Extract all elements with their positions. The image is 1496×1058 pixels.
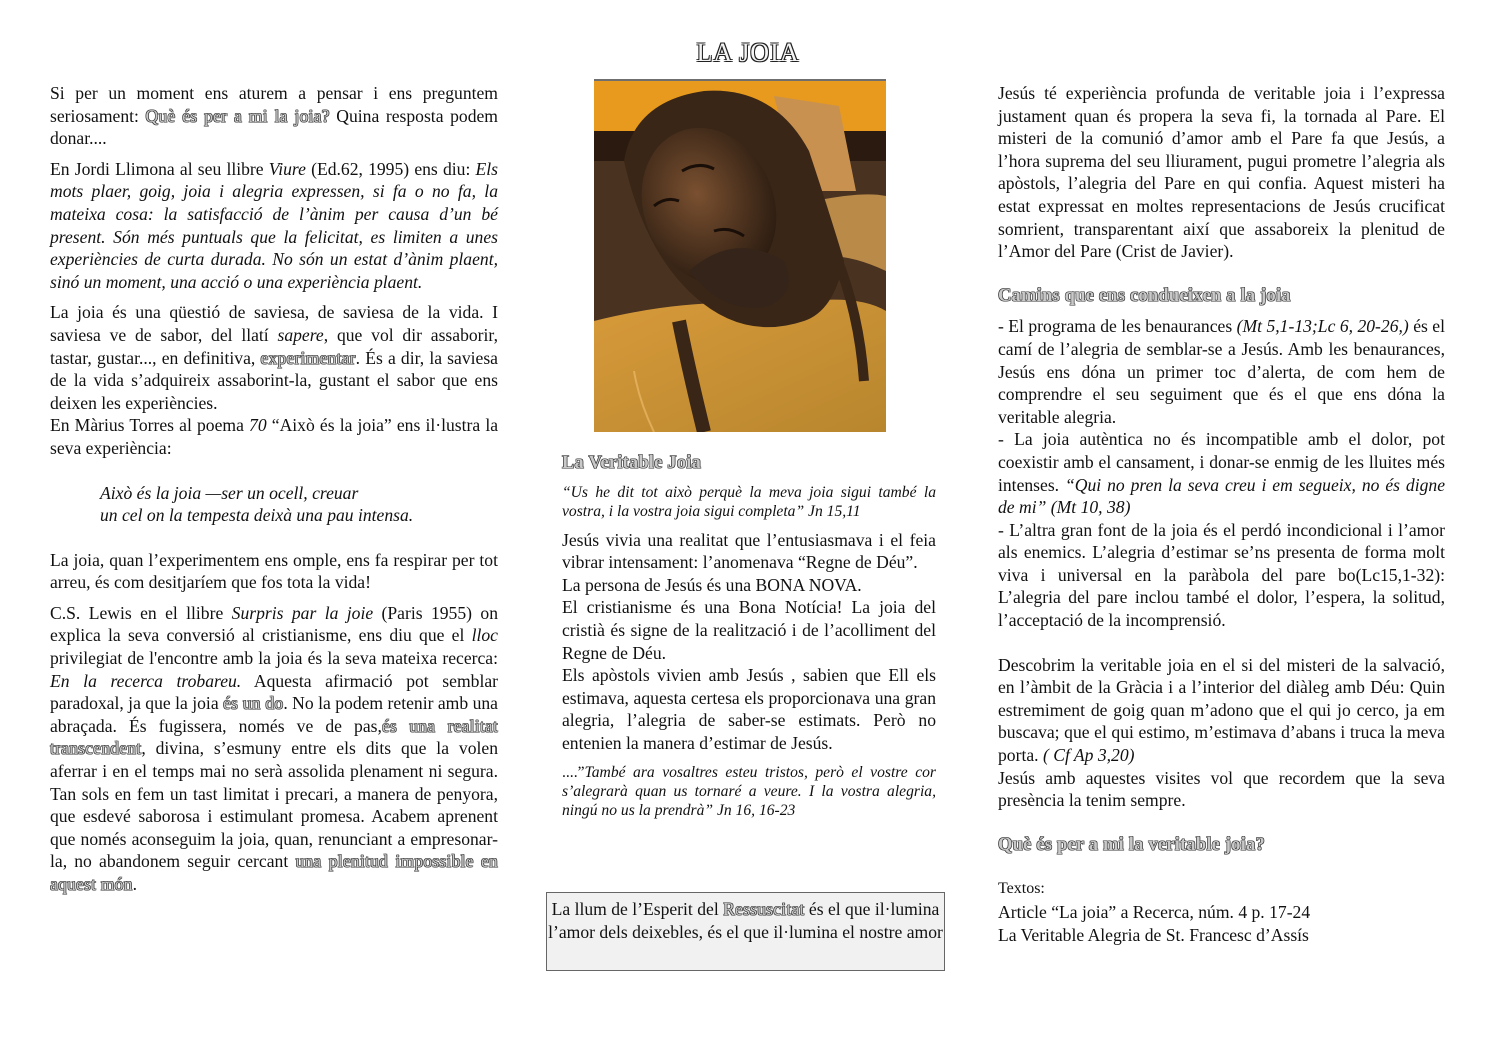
quote-jn-15: “Us he dit tot això perquè la meva joia sigui també la vostra, i la vostra joia sigui completa” Jn 15,11 [562,483,936,520]
bullet-perdo: - L’altra gran font de la joia és el perdó incondicional i l’amor als enemics. L’alegria d’estimar se’ns presenta de forma molt viva i universal en la paràbola del pare bo(Lc15,1-32): L’alegria del pare inclou també el dolor, l’espera, la solitud, l’acceptació de la incomprensió. [998,519,1445,631]
emphasis-ressuscitat: Ressuscitat [723,899,805,919]
emphasis-transcendent: és una realitat transcendent [50,715,498,759]
source-item: Article “La joia” a Recerca, núm. 4 p. 17-24 [998,902,1311,922]
sources-label: Textos: [998,880,1045,898]
quote-llimona: Els mots plaer, goig, joia i alegria expressen, si fa o no fa, la mateixa cosa: la satisfacció de l’ànim per causa d’un bé present. Són més puntuals que la felicitat, es limiten a unes experiències de curta durada. No són un estat d’ànim plaent, sinó un moment, una acció o una experiència plaent. [50,158,499,292]
source-item: La Veritable Alegria de St. Francesc d’Assís [998,924,1309,945]
quote-jn-16: ....”També ara vosaltres esteu tristos, però el vostre cor s’alegrarà quan us tornaré a veure. I la vostra alegria, ningú no us la prendrà” Jn 16, 16-23 [562,763,936,819]
bullet-dolor: - La joia autèntica no és incompatible amb el dolor, pot coexistir amb el cansament, i donar-se enmig de les lluites més intenses. “Qui no pren la seva creu i em segueix, no és digne de mi” (Mt 10, 38) [998,429,1445,518]
section-heading-veritable-joia: La Veritable Joia [562,453,702,473]
emphasis-do: és un do [223,693,284,714]
paragraph-bona-noticia: El cristianisme és una Bona Notícia! La joia del cristià és signe de la realització i de l’acolliment del Regne de Déu. [562,597,936,663]
poem: Això és la joia —ser un ocell, creuar un cel on la tempesta deixà una pau intensa. [100,482,414,526]
paragraph-experiencia: Jesús té experiència profunda de veritable joia i l’expressa justament quan és propera la seva fi, la tornada al Pare. El misteri de la comunió d’amor amb el Pare fa que Jesús, a l’hora suprema del seu lliurament, pugui prometre l’alegria als apòstols, l’alegria del Pare en qui confia. Aquest misteri ha estat expressat en moltes representacions de Jesús crucificat somrient, transparentant així que assaboreix la plenitud de l’Amor del Pare (Crist de Javier). [998,83,1445,262]
column-center [562,452,936,820]
column-left [50,82,498,896]
book-title: Viure [268,158,306,179]
page-title: LA JOIA [696,38,800,67]
bullet-benaurances: - El programa de les benaurances (Mt 5,1-13;Lc 6, 20-26,) és el camí de l’alegria de semblar-se a Jesús. Amb les benaurances, Jesús ens dóna un primer toc d’alerta, de com hem de comprendre el seu seguiment que és el que ens dóna la veritable alegria. [998,316,1445,427]
closing-question: Què és per a mi la veritable joia? [998,834,1265,855]
paragraph-lewis: C.S. Lewis en el llibre Surpris par la joie (Paris 1955) on explica la seva conversió al cristianisme, ens diu que el lloc privilegiat de l'encontre amb la joia és la seva mateixa recerca: En la recerca trobareu. Aquesta afirmació pot semblar paradoxal, ja que la joia és un do. No la podem retenir amb una abraçada. És fugissera, només ve de pas,és una realitat transcendent, divina, s’esmuny entre els dits que la volen aferrar i en el temps mai no serà assolida plenament ni segura. Tan sols en fem un tast limitat i precari, a manera de penyora, que esdevé saborosa i estimulant promesa. Acabem aprenent que només aconseguim la joia, quan, renunciant a empresonar-la, no abandonem seguir cercant una plenitud impossible en aquest món. [50,602,499,894]
paragraph-bona-nova: La persona de Jesús és una BONA NOVA. [562,574,862,595]
paragraph-saviesa: La joia és una qüestió de saviesa, de saviesa de la vida. I saviesa ve de sabor, del llatí sapere, que vol dir assaborir, tastar, gustar..., en definitiva, experimentar. És a dir, la saviesa de la vida s’adquireix assaborint-la, gustant el sabor que ens deixen les experiències. En Màrius Torres al poema 70 “Això és la joia” ens il·lustra la seva experiència: [50,302,499,458]
crucifix-image [594,81,886,432]
emphasis-question: Què és per a mi la joia? [145,105,330,126]
paragraph-llimona: En Jordi Llimona al seu llibre Viure (Ed.62, 1995) ens diu: Els mots plaer, goig, joia i alegria expressen, si fa o no fa, la mateixa cosa: la satisfacció de l’ànim per causa d’un bé present. Són més puntuals que la felicitat, es limiten a unes experiències de curta durada. No són un estat d’ànim plaent, sinó un moment, una acció o una experiència plaent. [50,158,499,292]
callout-box: La llum de l’Esperit del Ressuscitat és el que il·lumina l’amor dels deixebles, és el que il·lumina el nostre amor [546,892,945,971]
crucifix-photo [594,79,886,432]
paragraph-descobrim: Descobrim la veritable joia en el si del misteri de la salvació, en l’àmbit de la Gràcia i a l’interior del diàleg amb Déu: Quin estremiment de goig quan m’adono que el qui jo cerco, ja em buscava; que el qui estimo, m’estimava d’abans i truca la meva porta. ( Cf Ap 3,20) Jesús amb aquestes visites vol que recordem que la seva presència la tenim sempre. [998,654,1445,811]
column-right [998,82,1445,946]
section-heading-camins: Camins que ens condueixen a la joia [998,285,1291,306]
paragraph-regne: Jesús vivia una realitat que l’entusiasmava i el feia vibrar intensament: l’anomenava “Regne de Déu”. [562,529,936,573]
emphasis-plenitud: una plenitud impossible en aquest món [50,851,498,894]
paragraph-intro: Si per un moment ens aturem a pensar i ens preguntem seriosament: Què és per a mi la joia? Quina resposta podem donar.... [50,83,498,149]
paragraph-omple: La joia, quan l’experimentem ens omple, ens fa respirar per tot arreu, és com desitjaríem que fos tota la vida! [50,549,498,593]
paragraph-apostols: Els apòstols vivien amb Jesús , sabien que Ell els estimava, aquesta certesa els proporcionava una gran alegria, l’alegria de saber-se estimats. Però no entenien la manera d’estimar de Jesús. [562,665,936,753]
emphasis-experimentar: experimentar [260,347,356,368]
